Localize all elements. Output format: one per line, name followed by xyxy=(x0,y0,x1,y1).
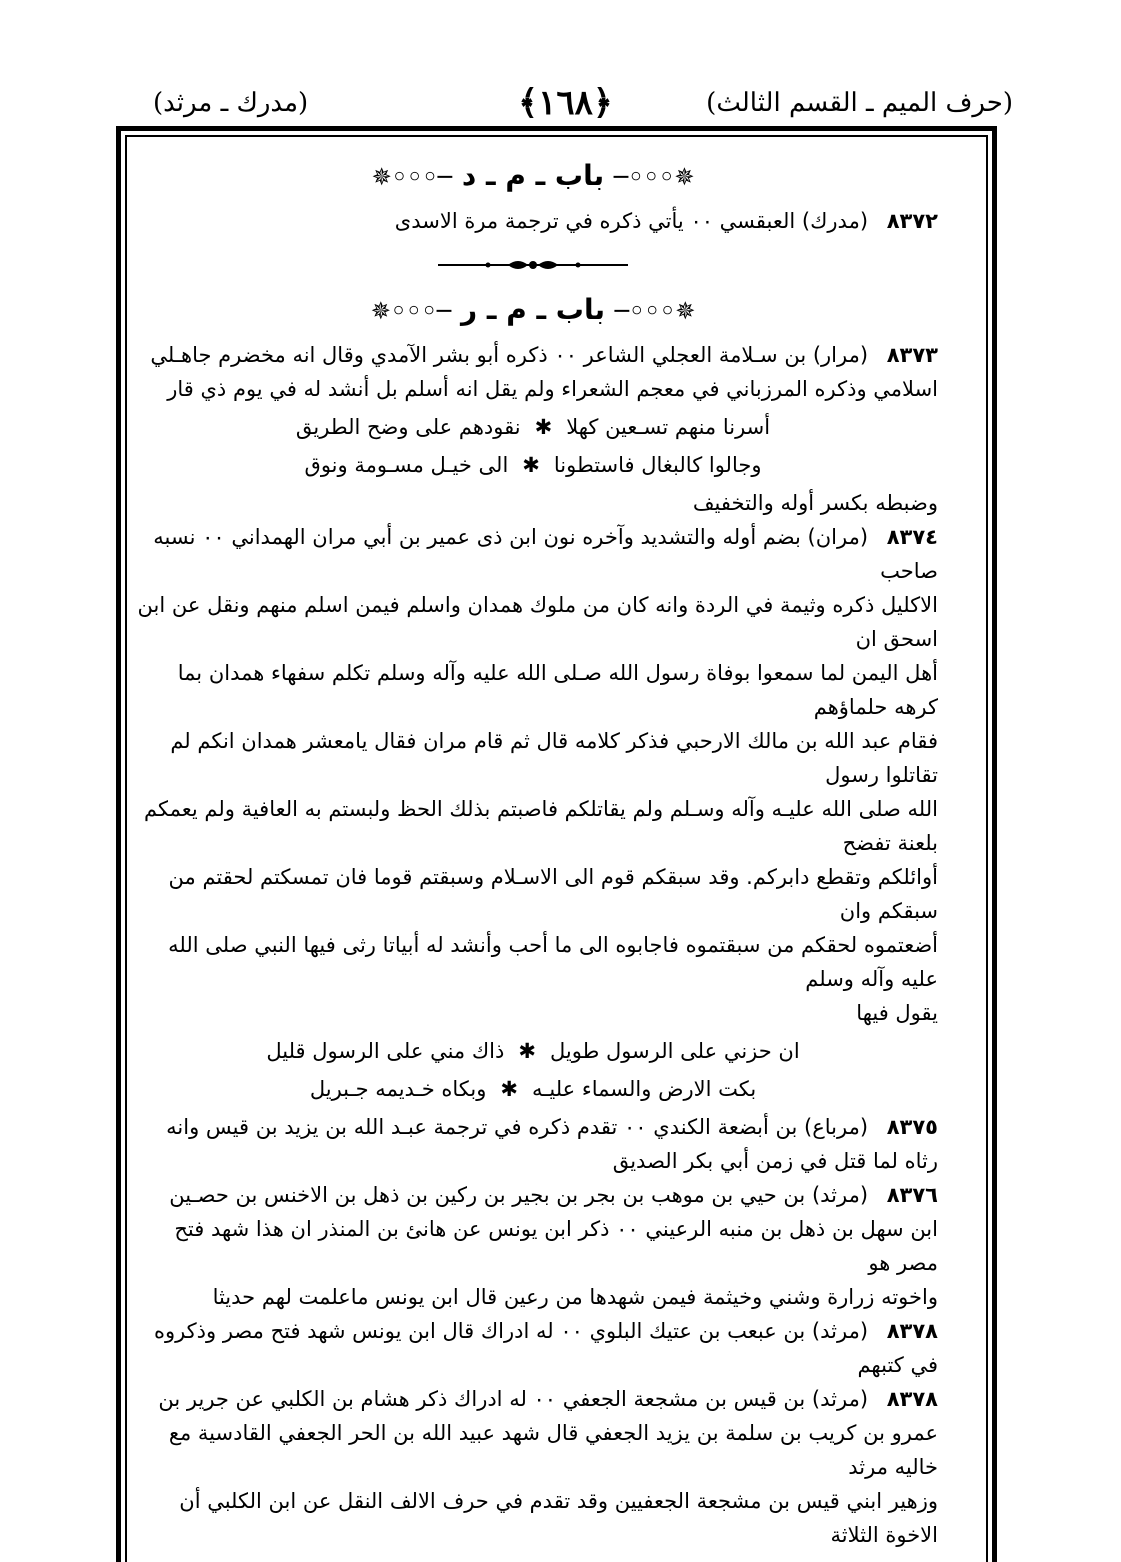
section-heading-mim-dal xyxy=(128,158,938,194)
entry-line: أوائلكم وتقطع دابركم. وقد سبقكم قوم الى الاسـلام وسبقتم قوما فان تمسكتم لحقتم من سبقكم وان xyxy=(168,865,938,923)
entry-number: ٨٣٧٨ xyxy=(886,1387,938,1411)
entry-line: (مرار) بن سـلامة العجلي الشاعر ٠٠ ذكره أبو بشر الآمدي وقال انه مخضرم جاهـلي xyxy=(150,343,869,367)
page-header xyxy=(118,82,1013,128)
verse-separator-icon: ✱ xyxy=(500,1077,518,1101)
entry-8378 xyxy=(128,1382,938,1416)
entry-line: وضبطه بكسر أوله والتخفيف xyxy=(692,491,938,515)
entry-line: (مرثد) بن عبعب بن عتيك البلوي ٠٠ له ادراك قال ابن يونس شهد فتح مصر وذكروه في كتبهم xyxy=(153,1319,938,1377)
entry-line: (مرثد) بن قيس بن مشجعة الجعفي ٠٠ له ادراك ذكر هشام بن الكلبي عن جرير بن xyxy=(158,1387,869,1411)
entry-line: (مرباع) بن أبضعة الكندي ٠٠ تقدم ذكره في ترجمة عبـد الله بن يزيد بن قيس وانه xyxy=(166,1115,869,1139)
title-ornament-right: ✵◦◦◦─ xyxy=(614,297,696,325)
entry-8372 xyxy=(128,204,938,238)
verse xyxy=(128,1034,938,1068)
entry-8373 xyxy=(128,338,938,372)
entry-line: أهل اليمن لما سمعوا بوفاة رسول الله صـلى الله عليه وآله وسلم تكلم سفهاء همدان بما كرهه حلماؤهم xyxy=(177,661,938,719)
entry-number: ٨٣٧٦ xyxy=(886,1183,938,1207)
verse-hemistich: نقودهم على وضح الطريق xyxy=(295,415,521,439)
verse-separator-icon: ✱ xyxy=(518,1039,536,1063)
entry-line: فقام عبد الله بن مالك الارحبي فذكر كلامه قال ثم قام مران فقال يامعشر همدان انكم لم تقاتلوا رسول xyxy=(170,729,938,787)
entry-8377 xyxy=(128,1314,938,1382)
page-content xyxy=(128,150,938,1552)
verse xyxy=(128,448,938,482)
verse-hemistich: أسرنا منهم تسـعين كهلا xyxy=(566,415,771,439)
entry-line: الاكليل ذكره وثيمة في الردة وانه كان من ملوك همدان واسلم فيمن اسلم منهم ونقل عن ابن اسحق ان xyxy=(137,593,938,651)
entry-8376 xyxy=(128,1178,938,1212)
entry-number: ٨٣٧٤ xyxy=(886,525,938,549)
entry-text: (مدرك) العبقسي ٠٠ يأتي ذكره في ترجمة مرة الاسدى xyxy=(394,209,869,233)
header-section-label: (حرف الميم ـ القسم الثالث) xyxy=(706,88,1013,118)
entry-line: واخوته زرارة وشني وخيثمة فيمن شهدها من رعين قال ابن يونس ماعلمت لهم حديثا xyxy=(212,1285,938,1309)
frame-inner-border-left xyxy=(125,135,127,1562)
section-heading-mim-ra xyxy=(128,292,938,328)
verse-hemistich: وجالوا كالبغال فاستطونا xyxy=(553,453,762,477)
entry-line: عمرو بن كريب بن سلمة بن يزيد الجعفي قال شهد عبيد الله بن الحر الجعفي القادسية مع خاليه مرثد xyxy=(168,1421,938,1479)
entry-8375 xyxy=(128,1110,938,1144)
verse-hemistich: وبكاه خـديمه جـبريل xyxy=(309,1077,487,1101)
entry-number: ٨٣٧٢ xyxy=(886,209,938,233)
verse-separator-icon: ✱ xyxy=(534,415,553,439)
header-entry-range: (مدرك ـ مرثد) xyxy=(153,88,309,118)
entry-number: ٨٣٧٥ xyxy=(886,1115,938,1139)
verse-hemistich: ان حزني على الرسول طويل xyxy=(549,1039,800,1063)
verse-separator-icon: ✱ xyxy=(522,453,540,477)
verse-hemistich: بكت الارض والسماء عليـه xyxy=(531,1077,757,1101)
entry-number: ٨٣٧٨ xyxy=(886,1319,938,1343)
title-ornament-left: ─◦◦◦✵ xyxy=(370,297,452,325)
entry-line: (مران) بضم أوله والتشديد وآخره نون ابن ذى عمير بن أبي مران الهمداني ٠٠ نسبه صاحب xyxy=(153,525,938,583)
entry-line: اسلامي وذكره المرزباني في معجم الشعراء ولم يقل انه أسلم بل أنشد له في يوم ذي قار xyxy=(167,377,938,401)
page-number: ﴿١٦٨﴾ xyxy=(518,83,613,123)
entry-line: أضعتموه لحقكم من سبقتموه فاجابوه الى ما أحب وأنشد له أبياتا رثى فيها النبي صلى الله عليه وآله وسلم xyxy=(168,933,938,991)
entry-line: يقول فيها xyxy=(856,1001,938,1025)
verse xyxy=(128,1072,938,1106)
entry-line: رثاه لما قتل في زمن أبي بكر الصديق xyxy=(612,1149,938,1173)
entry-line: ابن سهل بن ذهل بن منبه الرعيني ٠٠ ذكر ابن يونس عن هانئ بن المنذر ان هذا شهد فتح مصر هو xyxy=(174,1217,938,1275)
section-heading-text: باب ـ م ـ د xyxy=(461,159,605,192)
entry-8374 xyxy=(128,520,938,588)
divider-ornament-icon xyxy=(438,255,628,275)
verse-hemistich: ذاك مني على الرسول قليل xyxy=(266,1039,505,1063)
verse xyxy=(128,410,938,444)
entry-line: (مرثد) بن حيي بن موهب بن بجر بن بجير بن ركين بن ذهل بن الاخنس بن حصـين xyxy=(169,1183,869,1207)
frame-inner-border-right xyxy=(986,135,988,1562)
verse-hemistich: الى خيـل مسـومة ونوق xyxy=(304,453,509,477)
frame-inner-border-top xyxy=(127,135,986,137)
section-heading-text: باب ـ م ـ ر xyxy=(461,293,605,326)
title-ornament-right: ✵◦◦◦─ xyxy=(613,163,695,191)
entry-line: الله صلى الله عليـه وآله وسـلم ولم يقاتلكم فاصبتم بذلك الحظ ولبستم به العافية ولم يعمكم بلعنة تفضح xyxy=(144,797,938,855)
entry-number: ٨٣٧٣ xyxy=(886,343,938,367)
entry-line: وزهير ابني قيس بن مشجعة الجعفيين وقد تقدم في حرف الالف النقل عن ابن الكلبي أن الاخوة الثلاثة xyxy=(179,1489,938,1547)
section-divider xyxy=(128,244,938,284)
title-ornament-left: ─◦◦◦✵ xyxy=(371,163,453,191)
